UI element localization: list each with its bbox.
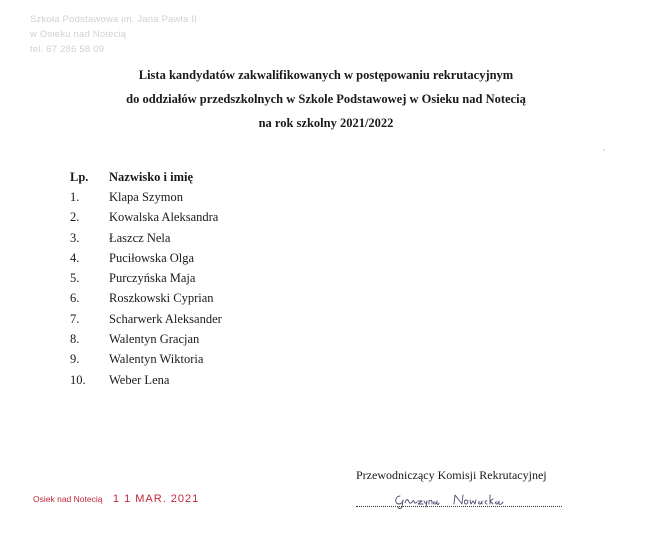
list-item (70, 187, 370, 207)
item-number: 7. (70, 311, 80, 326)
header-name: Nazwisko i imię (109, 170, 194, 184)
item-number: 2. (70, 210, 80, 225)
item-name: Scharwerk Aleksander (109, 311, 222, 326)
item-name: Klapa Szymon (109, 190, 183, 204)
item-name: Walentyn Gracjan (109, 332, 200, 347)
item-number: 5. (70, 271, 80, 286)
item-number: 1. (70, 190, 80, 204)
stamp-line: w Osieku nad Notecią (30, 29, 127, 40)
candidate-list (70, 167, 370, 390)
stamp-date: 1 1 MAR. 2021 (112, 493, 200, 505)
item-number: 8. (70, 332, 80, 347)
date-stamp (33, 489, 199, 507)
stamp-line: Szkoła Podstawowa im. Jana Pawła II (30, 14, 197, 25)
item-number: 4. (70, 250, 80, 265)
title-line-2: do oddziałów przedszkolnych w Szkole Podstawowej w Osieku nad Notecią (126, 92, 526, 106)
title-line-3: na rok szkolny 2021/2022 (258, 116, 394, 130)
item-name: Walentyn Wiktoria (109, 352, 204, 367)
item-name: Puciłowska Olga (109, 250, 195, 265)
signature-block (356, 466, 576, 507)
list-item (70, 288, 370, 308)
item-name: Kowalska Aleksandra (109, 210, 219, 225)
list-item (70, 309, 370, 329)
list-item (70, 349, 370, 369)
item-number: 3. (70, 230, 80, 245)
item-name: Purczyńska Maja (109, 271, 196, 286)
list-item (70, 207, 370, 227)
item-number: 6. (70, 291, 80, 306)
list-item (70, 228, 370, 248)
signature-line (356, 490, 562, 507)
item-number: 10. (70, 372, 86, 387)
title-line-1: Lista kandydatów zakwalifikowanych w postępowaniu rekrutacyjnym (138, 68, 514, 82)
list-header (70, 167, 370, 187)
stamp-line: tel. 67 286 58 09 (30, 44, 105, 55)
signature-title: Przewodniczący Komisji Rekrutacyjnej (356, 468, 547, 482)
item-number: 9. (70, 352, 80, 367)
scan-speck (603, 149, 605, 151)
item-name: Weber Lena (109, 372, 170, 387)
header-lp: Lp. (70, 170, 89, 184)
document-title (40, 63, 612, 135)
school-stamp (30, 12, 220, 57)
handwritten-signature (392, 490, 552, 510)
item-name: Łaszcz Nela (109, 230, 171, 245)
list-item (70, 248, 370, 268)
list-item (70, 370, 370, 390)
list-item (70, 268, 370, 288)
item-name: Roszkowski Cyprian (109, 291, 214, 306)
list-item (70, 329, 370, 349)
stamp-place: Osiek nad Notecią (33, 494, 103, 504)
